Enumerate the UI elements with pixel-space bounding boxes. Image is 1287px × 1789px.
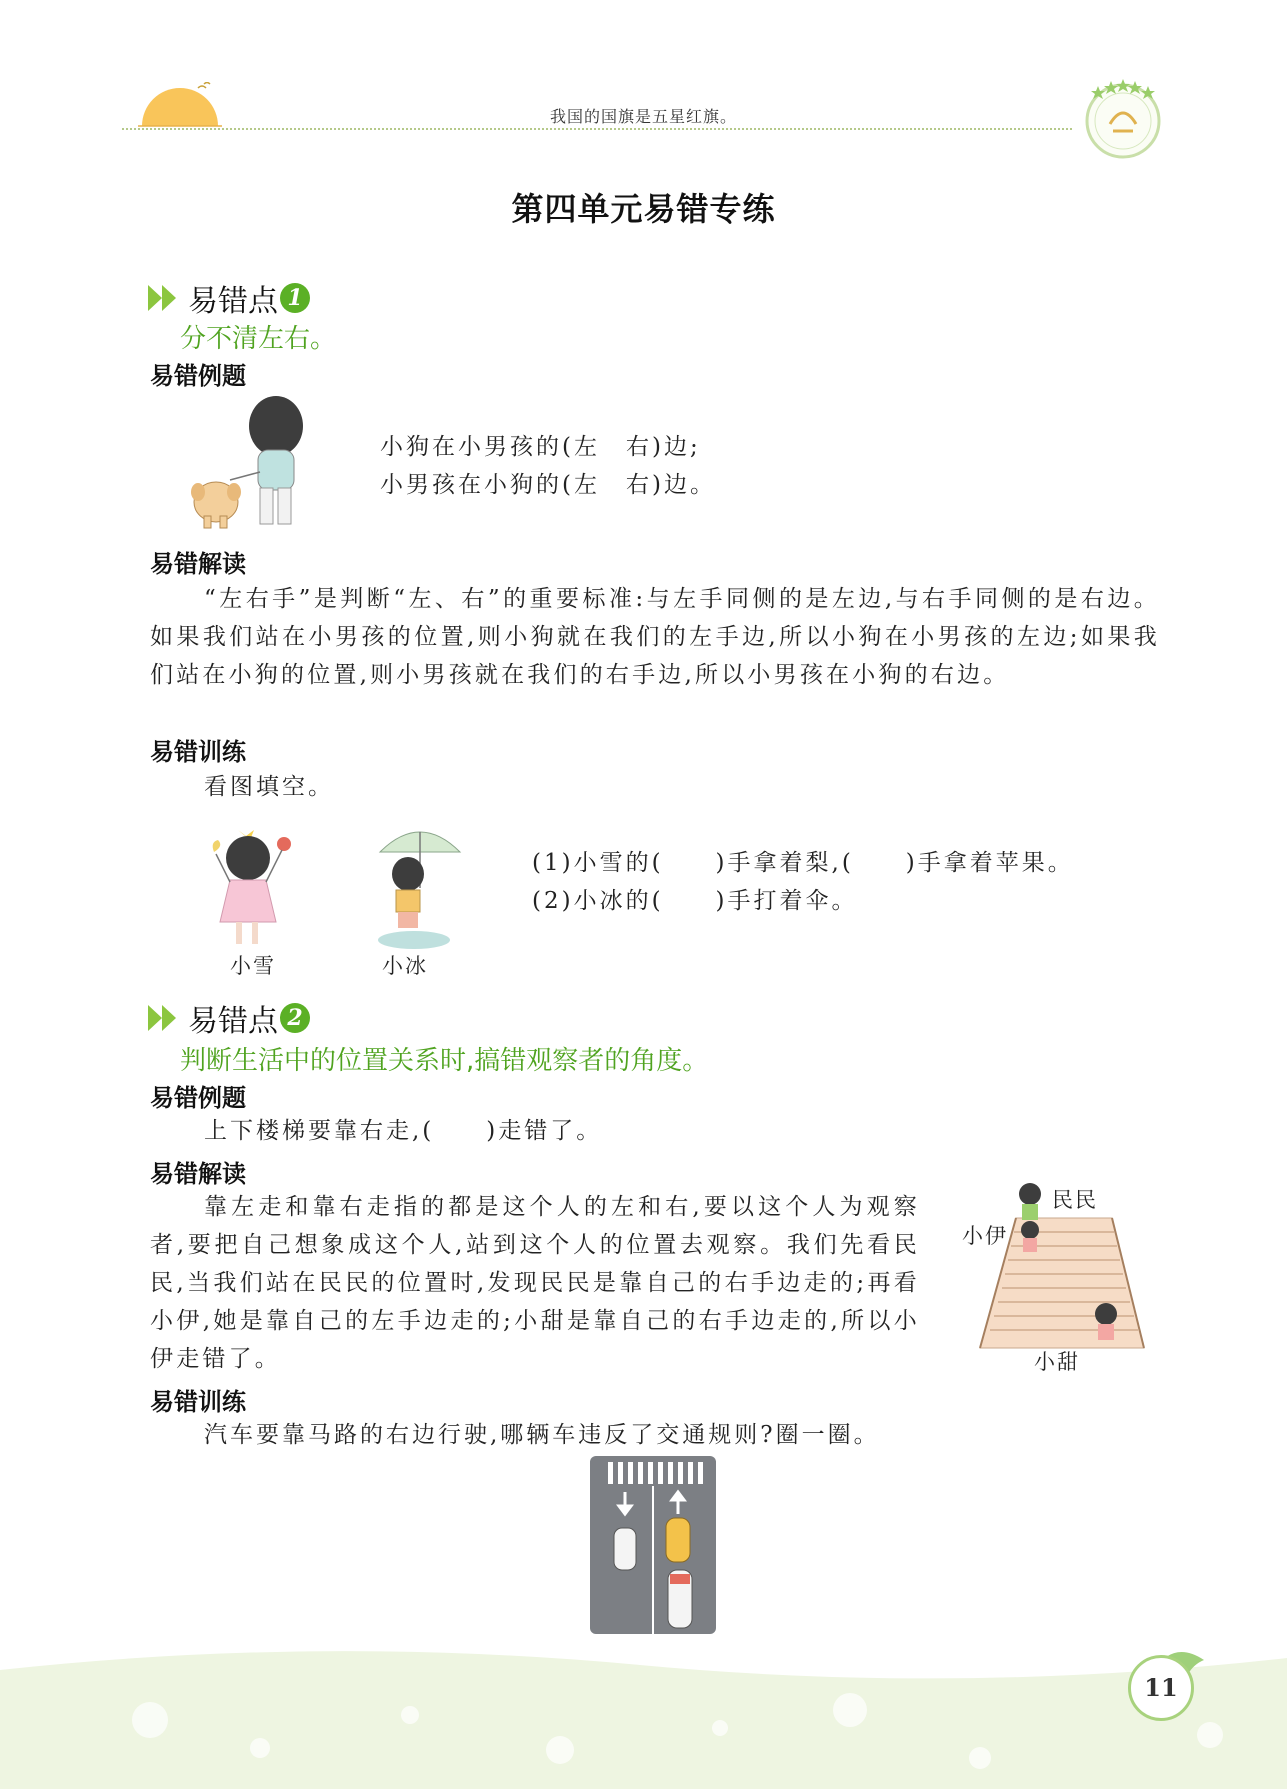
point-2-explain-text: 靠左走和靠右走指的都是这个人的左和右,要以这个人为观察者,要把自己想象成这个人,站到这个人的位置去观察。我们先看民民,当我们站在民民的位置时,发现民民是靠自己的右手边走的;再看小伊,她是靠自己的左手边走的;小甜是靠自己的右手边走的,所以小伊走错了。 [150,1194,920,1372]
caption-xiaoxue: 小雪 [230,954,276,978]
point-1-example-label: 易错例题 [150,362,246,390]
point-2-number-badge: 2 [280,1003,310,1033]
road-illustration [590,1456,716,1634]
xiaoxue-illustration [208,822,298,952]
point-2-train-label: 易错训练 [150,1388,246,1416]
double-chevron-icon [148,1005,180,1031]
point-1-explain-text: “左右手”是判断“左、右”的重要标准:与左手同侧的是左边,与右手同侧的是右边。如果我们站在小男孩的位置,则小狗就在我们的左手边,所以小狗在小男孩的左边;如果我们站在小狗的位置,则小男孩就在我们的右手边,所以小男孩在小狗的右边。 [150,586,1160,688]
boy-and-dog-illustration [190,392,310,532]
point-1-number-badge: 1 [280,283,310,313]
point-1-description: 分不清左右。 [180,324,337,354]
point-1-train-instruction: 看图填空。 [204,774,334,800]
point-1-example-line-1: 小狗在小男孩的(左 右)边; [380,434,701,460]
point-1-explain-label: 易错解读 [150,550,246,578]
stairs-label-xiaoyi: 小伊 [962,1224,1008,1248]
point-2-example-line: 上下楼梯要靠右走,( )走错了。 [204,1118,603,1144]
point-2-label: 易错点 [188,1004,278,1039]
point-1-example-line-2: 小男孩在小狗的(左 右)边。 [380,472,716,498]
page-number: 11 [1128,1655,1194,1721]
page-title: 第四单元易错专练 [511,190,776,228]
point-2-train-instruction: 汽车要靠马路的右边行驶,哪辆车违反了交通规则?圈一圈。 [204,1422,880,1448]
caption-xiaobing: 小冰 [382,954,428,978]
point-1-train-label: 易错训练 [150,738,246,766]
point-1-train-line-1: (1)小雪的( )手拿着梨,( )手拿着苹果。 [532,850,1074,876]
point-1-train-line-2: (2)小冰的( )手打着伞。 [532,888,858,914]
xiaobing-illustration [370,818,470,952]
double-chevron-icon [148,285,180,311]
point-2-example-label: 易错例题 [150,1084,246,1112]
header-divider [122,128,1072,130]
stairs-label-xiaotian: 小甜 [1034,1350,1080,1374]
footer-decoration [0,1640,1287,1789]
point-2-heading [148,996,310,1040]
brand-logo-icon [1080,76,1166,162]
point-1-heading [148,276,310,320]
stairs-label-minmin: 民民 [1052,1188,1098,1212]
point-2-explain-label: 易错解读 [150,1160,246,1188]
point-2-description: 判断生活中的位置关系时,搞错观察者的角度。 [180,1046,709,1076]
point-1-label: 易错点 [188,284,278,319]
header-motto: 我国的国旗是五星红旗。 [549,107,737,126]
